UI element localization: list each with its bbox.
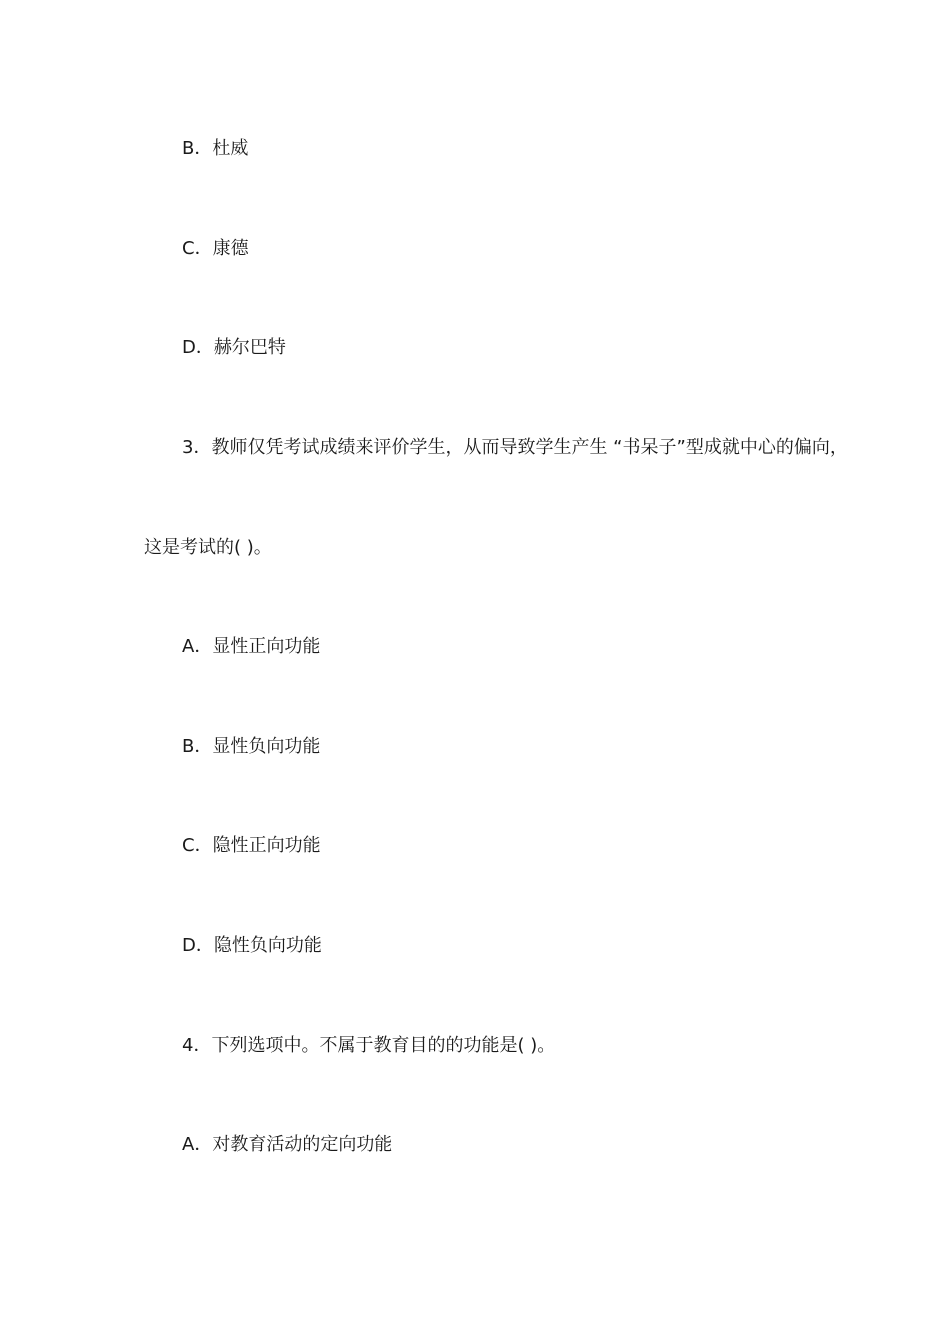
option-c: C．隐性正向功能 xyxy=(182,835,321,856)
option-c-kant: C．康德 xyxy=(182,238,249,259)
option-d: D．隐性负向功能 xyxy=(182,935,322,956)
question-3-text: 3．教师仅凭考试成绩来评价学生，从而导致学生产生 “书呆子”型成就中心的偏向， xyxy=(182,437,848,458)
question-4-text: 4．下列选项中。不属于教育目的的功能是( )。 xyxy=(182,1035,556,1056)
option-b: B．显性负向功能 xyxy=(182,736,321,757)
option-a-q4: A．对教育活动的定向功能 xyxy=(182,1134,393,1155)
question-3-continuation: 这是考试的( )。 xyxy=(144,537,272,558)
option-a: A．显性正向功能 xyxy=(182,636,321,657)
option-b-dewey: B．杜威 xyxy=(182,138,249,159)
option-d-herbart: D．赫尔巴特 xyxy=(182,337,286,358)
